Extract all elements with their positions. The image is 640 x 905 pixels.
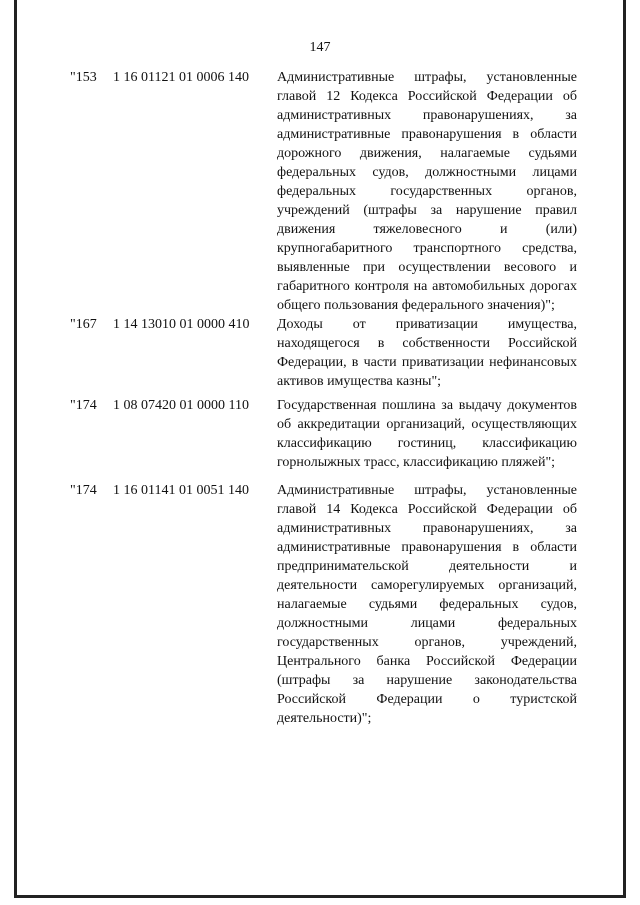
- revenue-code: 1 14 13010 01 0000 410: [113, 317, 250, 332]
- classification-list: [0, 68, 640, 728]
- admin-code: "167: [70, 317, 97, 332]
- revenue-code: 1 16 01121 01 0006 140: [113, 70, 249, 85]
- revenue-description: Административные штрафы, установленные главой 14 Кодекса Российской Федерации об административных правонарушениях, за административные правонарушения в области предпринимательской деятельности и деятельности саморегулируемых организаций, налагаемые судьями федеральных судов, должностными лицами федеральных государственных органов, учреждений, Центрального банка Российской Федерации (штрафы за нарушение законодательства Российской Федерации о туристской деятельности)";: [277, 483, 577, 726]
- admin-code: "174: [70, 483, 97, 498]
- revenue-code: 1 08 07420 01 0000 110: [113, 398, 249, 413]
- revenue-code: 1 16 01141 01 0051 140: [113, 483, 249, 498]
- revenue-description: Государственная пошлина за выдачу документов об аккредитации организаций, осуществляющих классификацию гостиниц, классификацию горнолыжных трасс, классификацию пляжей";: [277, 398, 577, 470]
- revenue-description: Доходы от приватизации имущества, находящегося в собственности Российской Федерации, в части приватизации нефинансовых активов имущества казны";: [277, 317, 577, 389]
- page-number: 147: [309, 40, 331, 55]
- revenue-description: Административные штрафы, установленные главой 12 Кодекса Российской Федерации об административных правонарушениях, за административные правонарушения в области дорожного движения, налагаемые судьями федеральных судов, должностными лицами федеральных государственных органов, учреждений (штрафы за нарушение правил движения тяжеловесного и (или) крупногабаритного транспортного средства, выявленные при осуществлении весового и габаритного контроля на автомобильных дорогах общего пользования федерального значения)";: [277, 70, 577, 313]
- list-item: [0, 396, 640, 472]
- admin-code: "174: [70, 398, 97, 413]
- page-bottom-gap: [14, 898, 626, 905]
- admin-code: "153: [70, 70, 97, 85]
- list-item: [0, 315, 640, 391]
- list-item: [0, 68, 640, 315]
- list-item: [0, 481, 640, 728]
